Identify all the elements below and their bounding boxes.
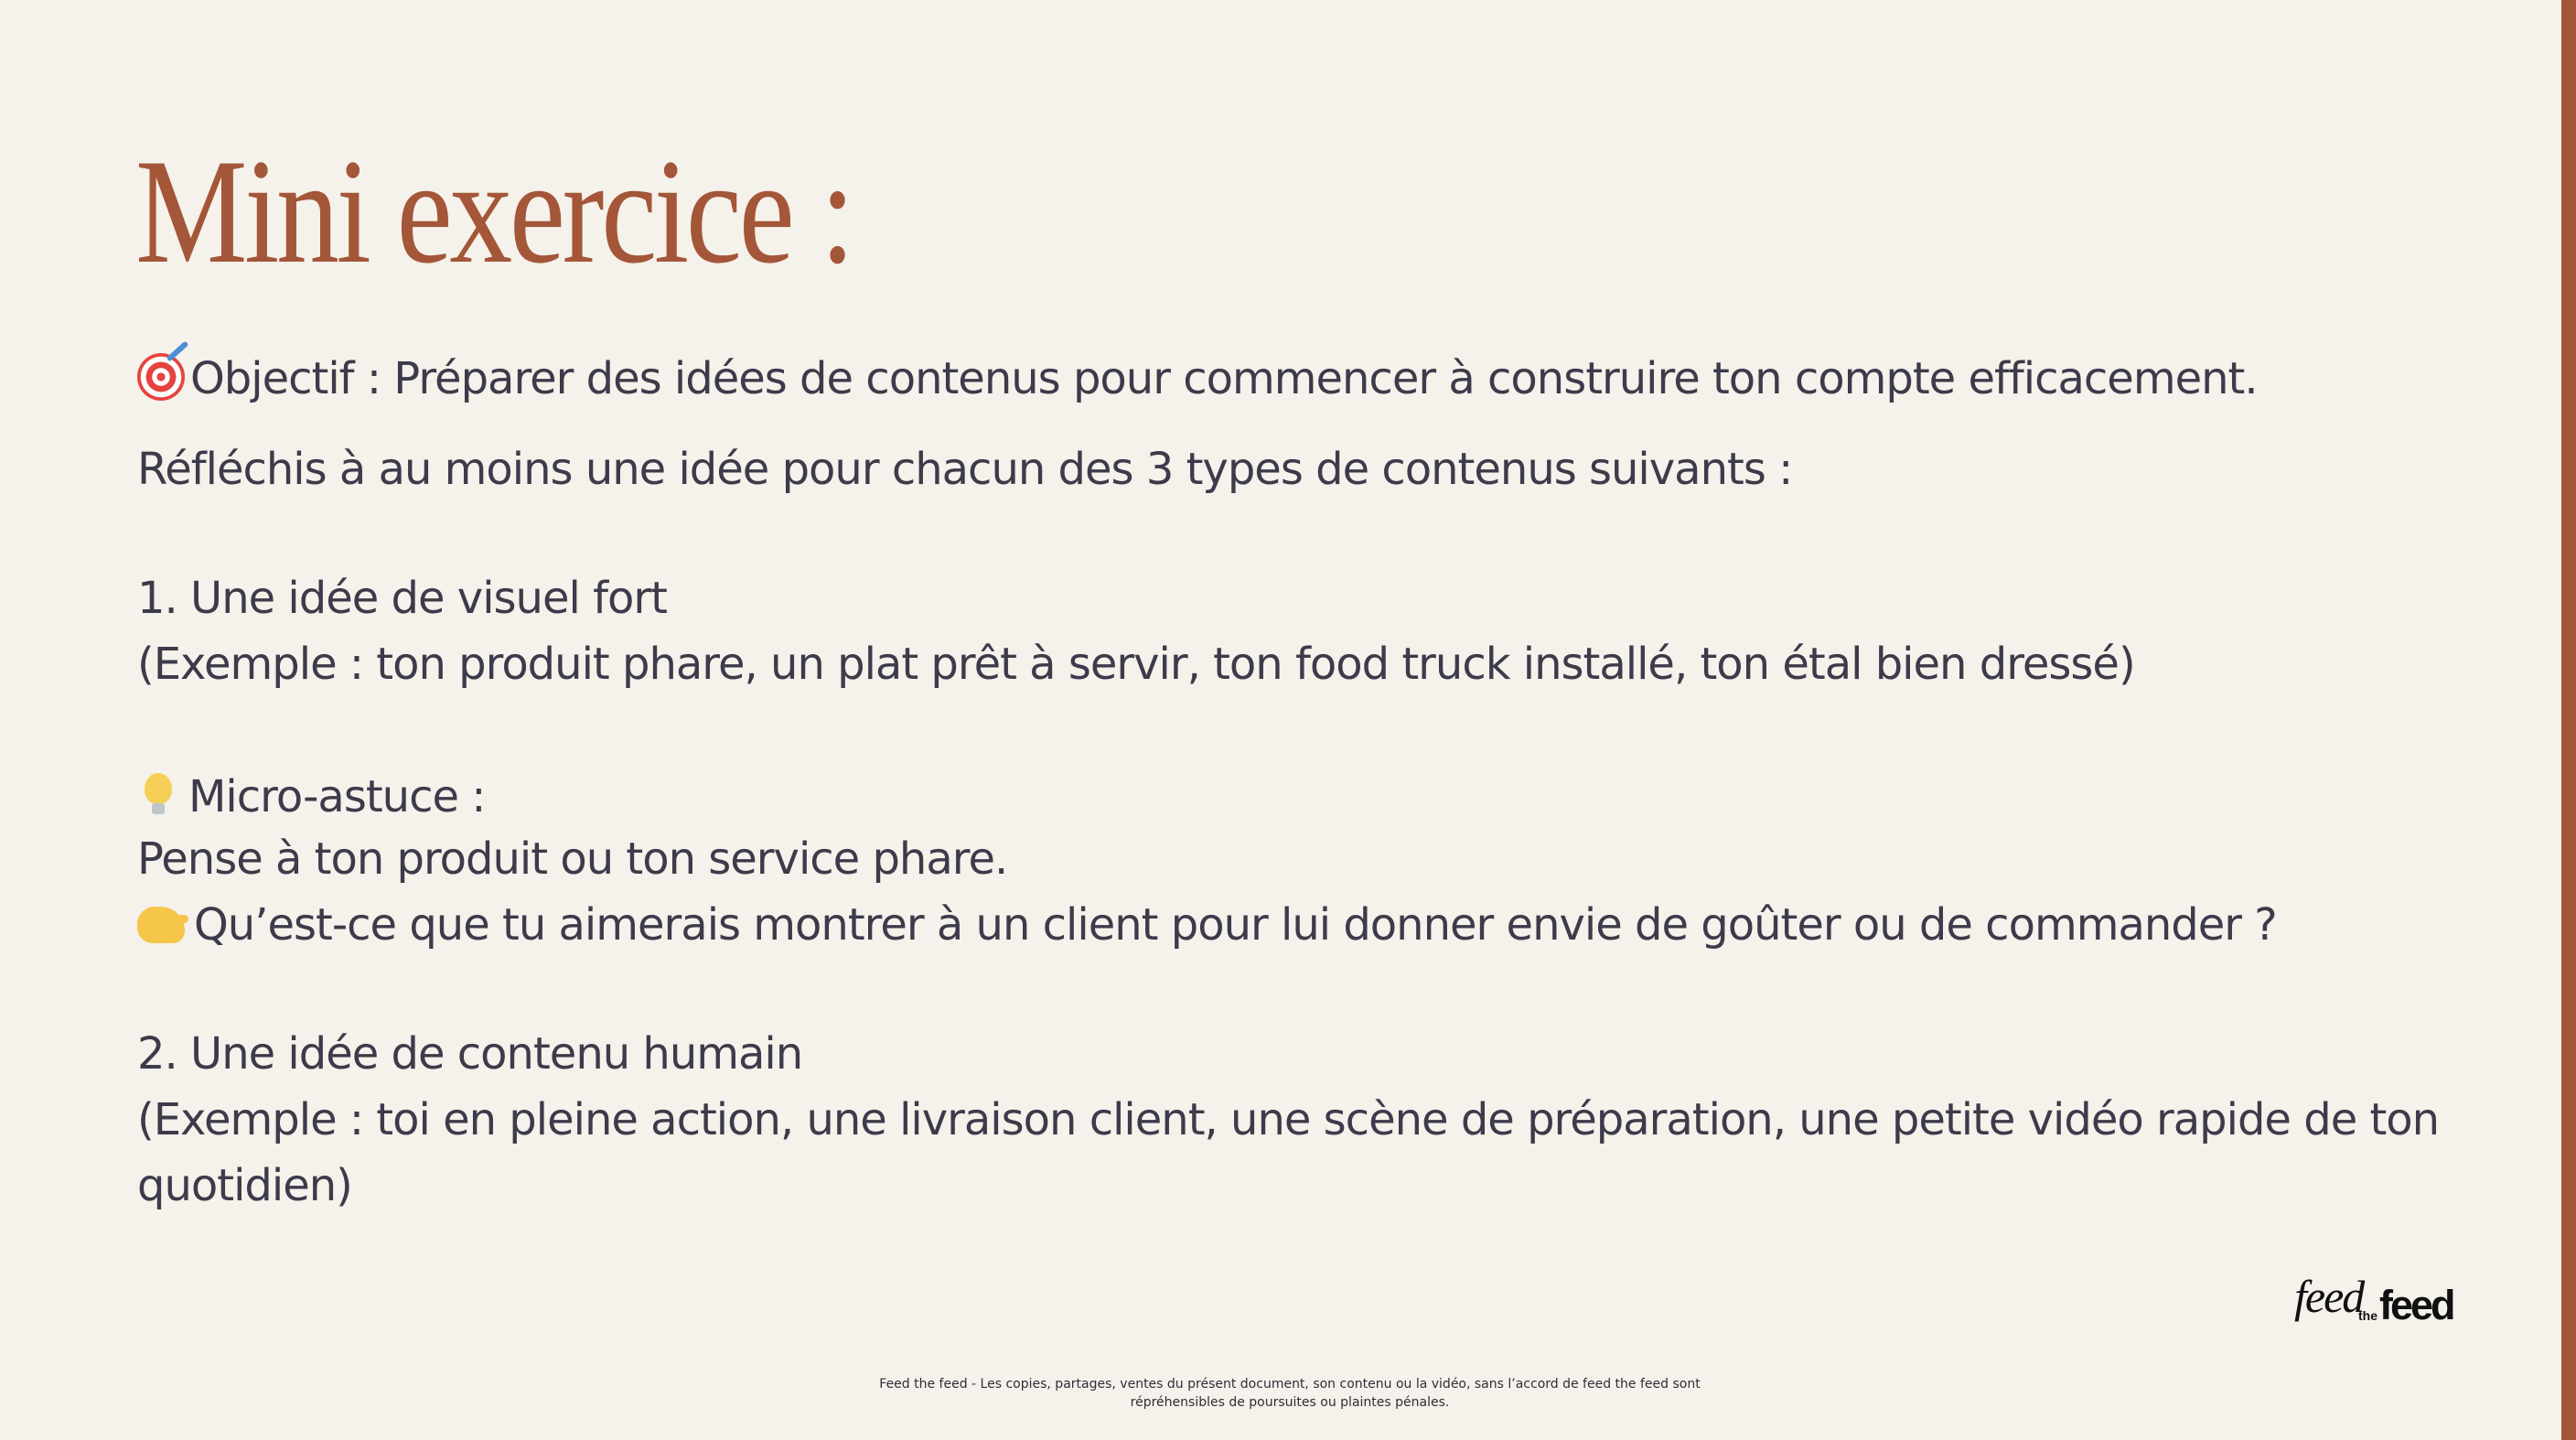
- tip-title: Micro-astuce :: [188, 771, 486, 822]
- copyright-footer: [778, 1375, 1802, 1412]
- objective-line: [137, 353, 2258, 404]
- item-2-example-line-2: quotidien): [137, 1160, 352, 1211]
- target-icon: [137, 353, 185, 401]
- light-bulb-icon: [145, 771, 172, 819]
- tip-question: Qu’est-ce que tu aimerais montrer à un client pour lui donner envie de goûter ou de commander ?: [194, 899, 2277, 951]
- right-accent-band: [2561, 0, 2576, 1440]
- item-2-example-line-1: (Exemple : toi en pleine action, une livraison client, une scène de préparation, une petite vidéo rapide de ton: [137, 1094, 2440, 1145]
- logo-feed-script: feed: [2294, 1271, 2364, 1322]
- item-2-title: 2. Une idée de contenu humain: [137, 1028, 803, 1080]
- objective-text: Objectif : Préparer des idées de contenus pour commencer à construire ton compte efficacement.: [190, 353, 2258, 404]
- tip-title-line: [137, 771, 486, 822]
- pointing-hand-icon: [137, 907, 185, 943]
- feed-the-feed-logo: [2294, 1273, 2464, 1327]
- slide-title: Mini exercice :: [135, 129, 853, 295]
- tip-question-line: [137, 899, 2277, 951]
- footer-line-2: répréhensibles de poursuites ou plaintes pénales.: [1130, 1395, 1450, 1410]
- logo-the: the: [2358, 1308, 2377, 1323]
- tip-line: Pense à ton produit ou ton service phare.: [137, 833, 1008, 885]
- item-1-example: (Exemple : ton produit phare, un plat prêt à servir, ton food truck installé, ton étal bien dressé): [137, 639, 2135, 690]
- intro-text: Réfléchis à au moins une idée pour chacun des 3 types de contenus suivants :: [137, 444, 1793, 495]
- item-1-title: 1. Une idée de visuel fort: [137, 573, 667, 624]
- footer-line-1: Feed the feed - Les copies, partages, ventes du présent document, son contenu ou la vidéo, sans l’accord de feed the feed sont: [879, 1377, 1701, 1392]
- logo-feed-bold: feed: [2379, 1282, 2453, 1328]
